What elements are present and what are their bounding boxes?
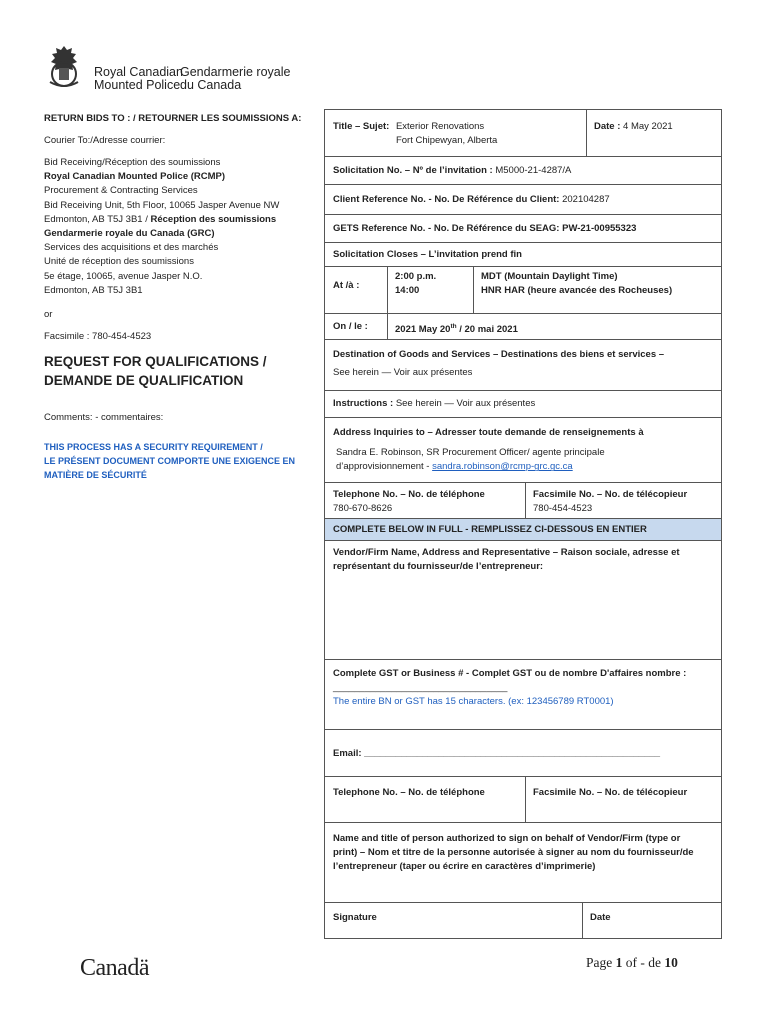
canada-wordmark: Canadä: [80, 955, 149, 981]
inquiries-email-link[interactable]: sandra.robinson@rcmp-grc.gc.ca: [432, 461, 573, 473]
vendor-label-1: Vendor/Firm Name, Address and Representative – Raison sociale, adresse et: [333, 547, 680, 558]
page-number: Page 1 of - de 10: [586, 955, 678, 970]
gst-row[interactable]: [325, 660, 721, 730]
address-line: Gendarmerie royale du Canada (GRC): [44, 228, 215, 240]
address-line: 5e étage, 10065, avenue Jasper N.O.: [44, 270, 203, 282]
gets-reference-row: [325, 215, 721, 243]
or-label: or: [44, 309, 53, 320]
email-blank: ________________________________________________________: [364, 748, 661, 759]
destination-label: Destination of Goods and Services – Destinations des biens et services –: [333, 349, 665, 360]
vendor-row[interactable]: [325, 541, 721, 660]
comments-label: Comments: - commentaires:: [44, 412, 164, 423]
solicitation-row: [325, 157, 721, 185]
bid-address: [44, 156, 314, 298]
return-bids-heading: RETURN BIDS TO : / RETOURNER LES SOUMISSIONS A:: [44, 113, 302, 124]
date-value: 4 May 2021: [623, 121, 673, 132]
address-line: Edmonton, AB T5J 3B1: [44, 284, 143, 296]
courier-label: Courier To:/Adresse courrier:: [44, 135, 166, 146]
signature-row: [325, 903, 721, 939]
client-reference-row: [325, 185, 721, 215]
org-fr-line-1: Gendarmerie royale: [180, 65, 291, 79]
gst-label: Complete GST or Business # - Complet GST ou de nombre D'affaires nombre :: [333, 668, 687, 679]
address-line: Procurement & Contracting Services: [44, 185, 198, 197]
closing-time-24h: 14:00: [395, 285, 420, 297]
organization-name: [94, 65, 291, 92]
client-reference-value: 202104287: [562, 194, 610, 205]
timezone-fr: HNR HAR (heure avancée des Rocheuses): [481, 285, 673, 297]
closing-time-12h: 2:00 p.m.: [395, 271, 437, 282]
org-en-line-1: Royal Canadian: [94, 65, 183, 79]
authorized-label-1: Name and title of person authorized to sign on behalf of Vendor/Firm (type or: [333, 833, 681, 844]
email-row[interactable]: [325, 730, 721, 777]
gst-blank: _________________________________: [333, 682, 508, 694]
solicitation-value: M5000-21-4287/A: [495, 165, 572, 176]
closes-row: [325, 243, 721, 267]
instructions-label: Instructions :: [333, 398, 394, 409]
security-requirement-note: THIS PROCESS HAS A SECURITY REQUIREMENT / LE PRÉSENT DOCUMENT COMPORTE UNE EXIGENCE EN MATIÈRE DE SÉCURITÉ: [44, 442, 296, 480]
inquiries-row: [325, 418, 721, 483]
complete-below-text: COMPLETE BELOW IN FULL - REMPLISSEZ CI-DESSOUS EN ENTIER: [333, 524, 647, 535]
vendor-facsimile-label[interactable]: Facsimile No. – No. de télécopieur: [533, 787, 688, 798]
facsimile-line: Facsimile : 780-454-4523: [44, 331, 152, 342]
rcmp-crest-icon: [44, 44, 84, 90]
rfq-title-line-2: DEMANDE DE QUALIFICATION: [44, 373, 244, 388]
rfq-title: [44, 352, 314, 390]
complete-below-banner: [325, 519, 721, 541]
on-label: On / le :: [333, 321, 368, 332]
signature-label[interactable]: Signature: [333, 912, 377, 923]
closing-date-value: 2021 May 20th / 20 mai 2021: [395, 323, 518, 336]
gets-reference-label: GETS Reference No. - No. De Référence du SEAG:: [333, 223, 560, 234]
contact-numbers-row: [325, 483, 721, 519]
inquiries-contact-2: d’approvisionnement - sandra.robinson@rcmp-grc.gc.ca: [336, 461, 573, 473]
date-label: Date :: [594, 121, 621, 132]
gst-note: The entire BN or GST has 15 characters. (ex: 123456789 RT0001): [333, 696, 614, 708]
bid-form: [324, 109, 722, 939]
address-line: Edmonton, AB T5J 3B1 / Réception des soumissions: [44, 213, 277, 225]
authorized-label-2: print) – Nom et titre de la personne autorisée à signer au nom du fournisseur/de: [333, 847, 694, 859]
authorized-person-row[interactable]: [325, 823, 721, 903]
solicitation-label: Solicitation No. – Nº de l’invitation :: [333, 165, 493, 176]
client-reference-label: Client Reference No. - No. De Référence du Client:: [333, 194, 560, 205]
address-line: Services des acquisitions et des marchés: [44, 242, 219, 254]
inquiries-label: Address Inquiries to – Adresser toute demande de renseignements à: [333, 427, 644, 438]
timezone-en: MDT (Mountain Daylight Time): [481, 271, 618, 282]
closing-date-row: [325, 314, 721, 340]
telephone-value: 780-670-8626: [333, 503, 393, 515]
title-row: [325, 110, 721, 157]
instructions-row: [325, 391, 721, 418]
closes-label: Solicitation Closes – L’invitation prend fin: [333, 249, 522, 260]
inquiries-contact-1: Sandra E. Robinson, SR Procurement Officer/ agente principale: [336, 447, 605, 459]
destination-value: See herein — Voir aux présentes: [333, 367, 473, 379]
address-line: Royal Canadian Mounted Police (RCMP): [44, 171, 226, 183]
signature-date-label[interactable]: Date: [590, 912, 611, 923]
rfq-title-line-1: REQUEST FOR QUALIFICATIONS /: [44, 354, 267, 369]
destination-row: [325, 340, 721, 391]
address-line: Unité de réception des soumissions: [44, 256, 194, 268]
org-en-line-2: Mounted Police: [94, 78, 181, 92]
telephone-label: Telephone No. – No. de téléphone: [333, 489, 485, 500]
authorized-label-3: l’entrepreneur (taper ou écrire en caractères d’imprimerie): [333, 861, 596, 873]
facsimile-value: 780-454-4523: [533, 503, 593, 515]
vendor-contact-row: [325, 777, 721, 823]
gets-reference-value: PW-21-00955323: [562, 223, 637, 234]
org-fr-line-2: du Canada: [180, 78, 242, 92]
title-value-2: Fort Chipewyan, Alberta: [395, 135, 498, 147]
address-line: Bid Receiving Unit, 5th Floor, 10065 Jasper Avenue NW: [44, 199, 280, 211]
address-line: Bid Receiving/Réception des soumissions: [44, 157, 221, 168]
vendor-telephone-label[interactable]: Telephone No. – No. de téléphone: [333, 787, 485, 798]
instructions-value: See herein — Voir aux présentes: [395, 398, 536, 409]
title-label: Title – Sujet:: [333, 121, 390, 132]
at-label: At /à :: [333, 280, 360, 291]
closing-time-row: [325, 267, 721, 314]
vendor-label-2: représentant du fournisseur/de l’entrepreneur:: [333, 561, 544, 573]
facsimile-label: Facsimile No. – No. de télécopieur: [533, 489, 688, 500]
email-label: Email:: [333, 748, 365, 759]
title-value-1: Exterior Renovations: [395, 121, 485, 132]
